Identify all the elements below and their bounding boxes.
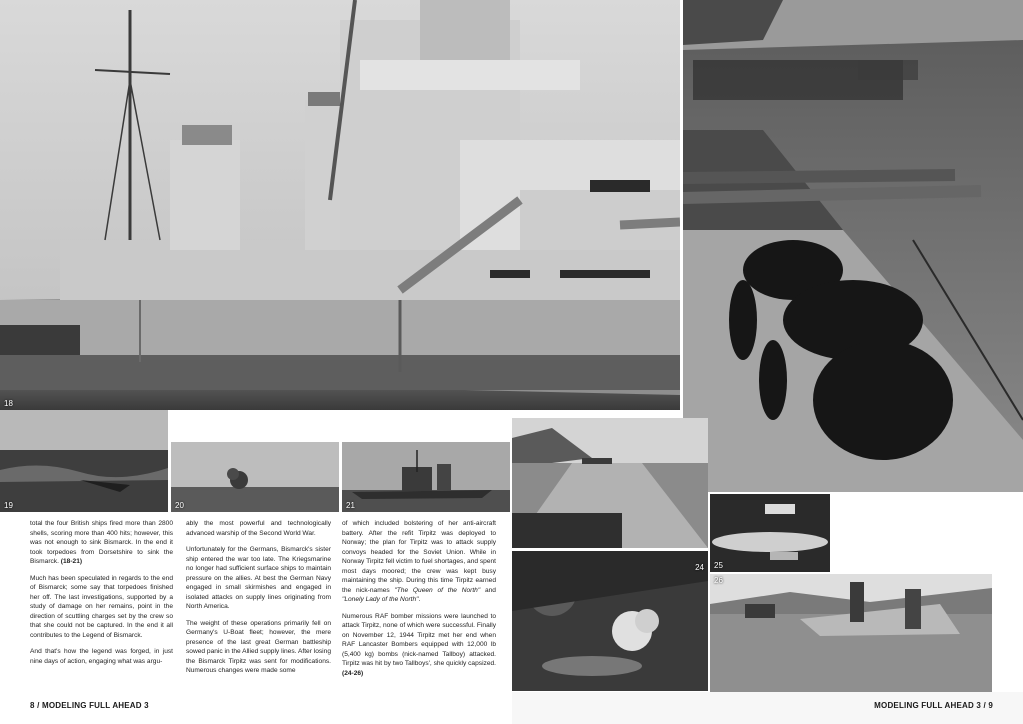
photo-21-warship [342,442,510,512]
folio-left [30,701,149,710]
magazine-title: MODELING FULL AHEAD 3 [41,701,149,710]
fjord-image [512,418,708,548]
folio-separator: / [37,701,40,710]
text-column-1 [30,519,173,673]
battleship-image [0,0,680,410]
paragraph: Unfortunately for the Germans, Bismarck's sister ship entered the war too late. The Kriegsmarine no longer had sufficient surface ships to maintain pressure on the allies. At best the German Navy engaged in small skirmishes and engaged in isolated attacks on supply lines originating from North America. [186,546,331,610]
photo-number: 24 [695,563,704,572]
paragraph: Numerous RAF bomber missions were launched to attack Tirpitz, none of which were successful. Finally on November 12, 1944 Tirpitz met her end when RAF Lancaster Bombers equipped with 12,000 lb (5,400 kg) bombs (nick-named Tallboy) attacked. Tirpitz was hit by two Tallboys', she quickly capsized. (24-26) [342,612,496,677]
photo-22-deck-crew [683,0,1023,492]
paragraph: of which included bolstering of her anti-aircraft battery. After the refit Tirpitz was deployed to Norway; the plan for Tirpitz was to attack supply convoys headed for the Soviet Union. While in Norway Tirpitz fell victim to fuel shortages, and spent most days moored; the crew was kept busy maintaining the ship. During this time Tirpitz earned the nick-names "The Queen of the North" and "Lonely Lady of the North". [342,520,496,603]
paragraph: Much has been speculated in regards to the end of Bismarck; some say that torpedoes finished her off. The last investigations, supported by a study of damage on her remains, point in the direction of scuttling charges set by the crew so that she could not be captured. In the end it all contributes to the Legend of Bismarck. [30,574,173,639]
paragraph: The weight of these operations primarily fell on Germany's U-Boat fleet; however, the mere presence of the last great German battleship sowed panic in the Allied supply lines. After losing the Bismarck Tirpitz was sent for modifications. Numerous changes were made some [186,619,331,674]
photo-number: 26 [714,576,723,585]
page-number: 9 [988,701,993,710]
figure-ref: (24-26) [342,669,364,677]
aerial-image [710,494,830,572]
paragraph: total the four British ships fired more than 2800 shells, scoring more than 400 hits; however, this was not enough to sink Bismarck. In the end it took torpedoes from Dorsetshire to sink the Bismarck. (18-21) [30,520,173,565]
text-column-2 [186,519,331,683]
photo-23-fjord-wake [512,418,708,548]
photo-number: 20 [175,501,184,510]
page-number: 8 [30,701,35,710]
photo-24-bombing [512,551,708,691]
paragraph: ably the most powerful and technologically advanced warship of the Second World War. [186,520,331,537]
sea-image [0,410,168,512]
paragraph: And that's how the legend was forged, in just nine days of action, engaging what was argu- [30,648,173,665]
photo-26-capsized-hull [710,574,992,692]
photo-25-aerial-capsized [710,494,830,572]
photo-number: 19 [4,501,13,510]
capsized-image [710,574,992,692]
figure-ref: (18-21) [60,558,83,565]
magazine-title: MODELING FULL AHEAD 3 [874,701,982,710]
photo-18-battleship [0,0,680,410]
photo-number: 21 [346,501,355,510]
folio-right [874,701,993,710]
photo-number: 25 [714,561,723,570]
photo-20-explosion [171,442,339,512]
photo-number: 18 [4,399,13,408]
photo-19-torpedo-sea [0,410,168,512]
warship-image [342,442,510,512]
folio-separator: / [983,701,986,710]
deck-crew-image [683,0,1023,492]
bombing-image [512,551,708,691]
explosion-image [171,442,339,512]
text-column-3 [342,519,496,685]
